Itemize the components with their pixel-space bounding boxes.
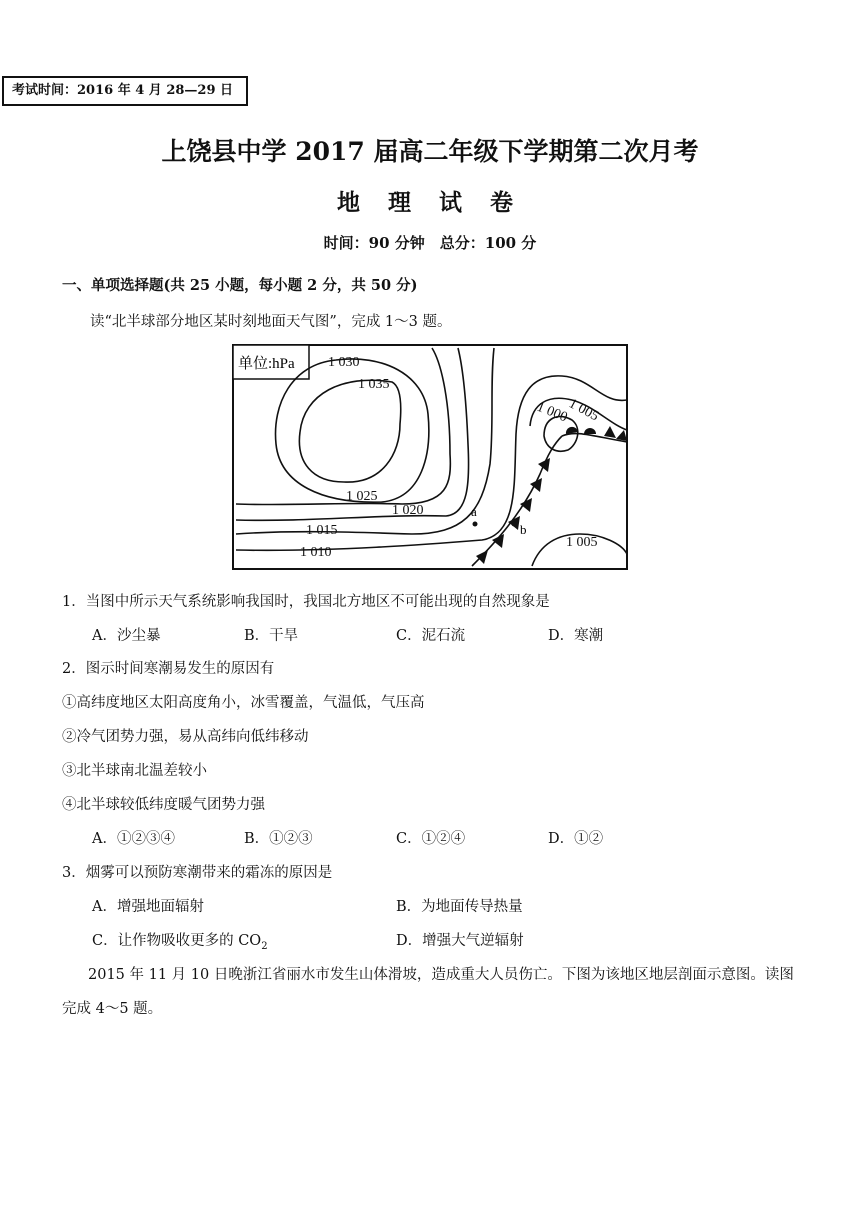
q3-option-d: D．增强大气逆辐射 [396,933,524,949]
point-b-marker [512,522,517,527]
duration-score: 时间：90 分钟 总分：100 分 [323,234,537,252]
q1-option-a: A．沙尘暴 [92,628,161,644]
weather-map [232,344,628,570]
q2-item: ④北半球较低纬度暖气团势力强 [62,797,265,813]
section-heading: 一、单项选择题(共 25 小题，每小题 2 分，共 50 分) [62,277,418,294]
isobar-label: 1 015 [306,523,338,538]
point-a-label: a [471,504,477,519]
q2-option-b: B．①②③ [244,831,313,847]
co2-subscript: 2 [261,940,268,952]
q1-option-d: D．寒潮 [548,628,604,644]
q2-option-c: C．①②④ [396,831,466,847]
subject-title: 地 理 试 卷 [336,189,524,216]
isobar-label: 1 010 [300,545,332,560]
q3-option-c [92,929,268,952]
q2-item: ③北半球南北温差较小 [62,763,207,779]
isobar-label: 1 020 [392,503,424,518]
isobar-label: 1 005 [566,535,598,550]
isobar-label: 1 025 [346,489,378,504]
q2-stem: 2．图示时间寒潮易发生的原因有 [62,661,275,677]
q3-stem: 3．烟雾可以预防寒潮带来的霜冻的原因是 [62,865,333,881]
q1-stem: 1．当图中所示天气系统影响我国时，我国北方地区不可能出现的自然现象是 [62,594,550,610]
q2-option-d: D．①② [548,831,604,847]
q3-option-c-text: C．让作物吸收更多的 CO [92,933,262,949]
q3-option-a: A．增强地面辐射 [92,899,204,915]
q1-option-c: C．泥石流 [396,628,466,644]
passage-line-1: 2015 年 11 月 10 日晚浙江省丽水市发生山体滑坡，造成重大人员伤亡。下图为该地区地层剖面示意图。读图 [88,967,794,983]
point-b-label: b [520,522,527,537]
section-intro: 读“北半球部分地区某时刻地面天气图”，完成 1～3 题。 [90,314,452,330]
unit-label: 单位:hPa [238,356,295,372]
q2-item: ②冷气团势力强，易从高纬向低纬移动 [62,729,309,745]
isobar-label: 1 005 [566,396,601,425]
point-a-marker [473,522,478,527]
q2-option-a: A．①②③④ [92,831,175,847]
passage-line-2: 完成 4～5 题。 [62,1001,163,1017]
isobar-label: 1 030 [328,355,360,370]
exam-time-box: 考试时间：2016 年 4 月 28—29 日 [2,76,248,106]
isobar-label: 1 035 [358,377,390,392]
q1-option-b: B．干旱 [244,628,299,644]
isobar-label: 1 000 [534,399,570,426]
q2-item: ①高纬度地区太阳高度角小，冰雪覆盖，气温低，气压高 [62,695,425,711]
q3-option-b: B．为地面传导热量 [396,899,523,915]
exam-title: 上饶县中学 2017 届高二年级下学期第二次月考 [161,137,699,166]
